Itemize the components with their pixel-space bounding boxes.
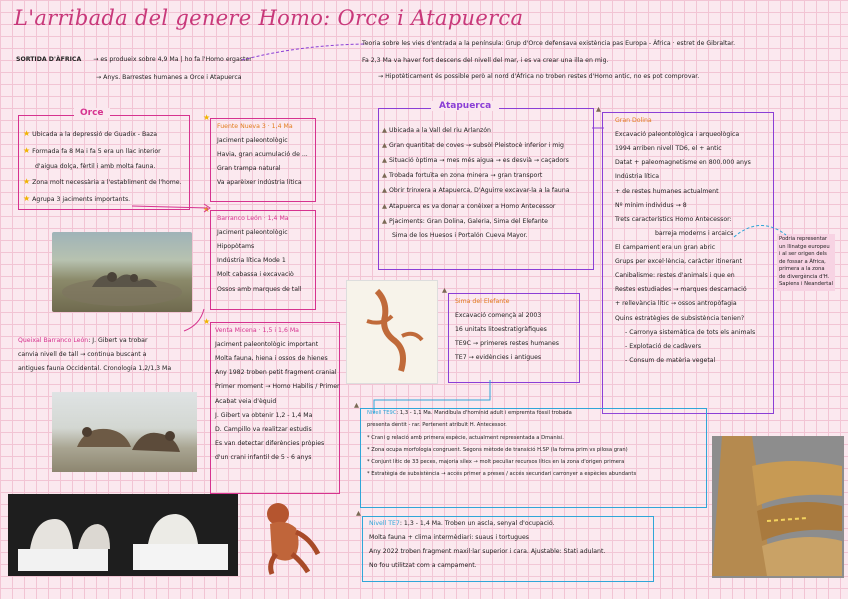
skull-fragment-art	[8, 494, 238, 576]
list-item: - Consum de matèria vegetal	[625, 356, 716, 364]
list-item: ★ Ubicada a la depressió de Guadix - Baza	[23, 129, 158, 138]
list-item: TE7 → evidències i antigues	[455, 354, 542, 362]
rock-icon: ▲	[354, 401, 359, 409]
rock-icon: ▲	[382, 126, 387, 134]
side-note-line: i al ser origen dels	[779, 251, 827, 258]
route-line3: → Hipotèticament és possible però al nord d'Àfrica no troben restes d'Homo antic, no es pot comprovar.	[378, 73, 700, 80]
side-note-line: Sapiens i Neandertal	[779, 281, 833, 288]
side-note-line: Podria representar	[779, 236, 828, 242]
cave-map-image	[346, 280, 438, 384]
list-item: ▲ Situació òptima → mes més aigua → es desvià → caçadors	[382, 156, 569, 165]
africa-section	[16, 55, 252, 65]
list-item: Indústria lítica Mode 1	[217, 257, 286, 265]
fuente-nueva-heading: Fuente Nueva 3 · 1,4 Ma	[217, 123, 293, 130]
venta-micena-box	[203, 317, 340, 494]
list-item: Trets característics Homo Antecessor:	[615, 215, 732, 223]
atapuerca-box	[378, 101, 594, 270]
te7-line: No fou utilitzat com a campament.	[369, 562, 477, 570]
te9c-heading: Nivell TE9C	[367, 410, 397, 416]
excavation-photo-art	[52, 232, 192, 312]
star-icon: ★	[203, 113, 211, 122]
list-item: ★ Zona molt necessària a l'establiment de l'home.	[23, 176, 182, 186]
list-item: ▲ Ubicada a la Vall del riu Arlanzón	[382, 126, 491, 134]
list-item: Acabat veia d'èquid	[215, 397, 277, 405]
rock-icon: ▲	[442, 286, 447, 294]
cave-map-art	[347, 281, 437, 383]
list-item: Any 1982 troben petit fragment cranial	[215, 369, 337, 377]
side-note-line: primera a la zona	[779, 266, 825, 273]
list-item: - Explotació de cadàvers	[625, 342, 702, 350]
list-item: ▲ Atapuerca es va donar a conèixer a Homo Antecessor	[382, 201, 556, 210]
list-item: Grups per excel·lència, caràcter itinerant	[615, 258, 743, 266]
list-item: ▲ Gran quantitat de coves → subsòl Pleistocè inferior i mig	[382, 141, 564, 150]
list-item: Quins estratègies de subsistència tenien?	[615, 314, 745, 322]
rock-icon: ▲	[382, 186, 387, 195]
page-title: L'arribada del genere Homo: Orce i Atapuerca	[14, 6, 524, 30]
list-item: El campament era un gran abric	[615, 243, 716, 251]
rock-icon: ▲	[382, 216, 387, 225]
list-item: + de restes humanes actualment	[615, 187, 719, 195]
excavation-photo	[52, 232, 192, 312]
side-note-arrow	[730, 215, 790, 245]
orce-box	[18, 108, 190, 210]
star-icon: ★	[23, 193, 31, 203]
route-line1: Teoria sobre les vies d'entrada a la península: Grup d'Orce defensava existència pas Europa - Àfrica · estret de Gibraltar.	[362, 40, 736, 47]
list-item: ▲ Obrir trinxera a Atapuerca, D'Aguirre excavar-la a la fauna	[382, 186, 570, 195]
sima-elefante-box	[442, 286, 580, 383]
list-item: + rellevància lític → ossos antropòfagia	[615, 300, 737, 308]
list-item: Ossos amb marques de tall	[217, 285, 302, 293]
list-item: Canibalisme: restes d'animals i que en	[615, 272, 735, 280]
star-icon: ★	[23, 129, 31, 138]
route-line2: Fa 2,3 Ma va haver fort descens del nivell del mar, i es va crear una illa en mig.	[362, 57, 609, 64]
te9c-line: * Crani g relació amb primera espècie, actualment representada a Dmanisi.	[367, 434, 564, 441]
rock-icon: ▲	[596, 105, 601, 113]
list-item: Excavació començà al 2003	[455, 312, 542, 320]
star-icon: ★	[203, 205, 211, 214]
barranco-leon-box	[203, 205, 316, 310]
list-item: Havia, gran acumulació de ...	[217, 151, 308, 159]
side-note-line: de divergència d'H.	[779, 273, 830, 280]
rock-icon: ▲	[382, 171, 387, 180]
list-item: Es van detectar diferències pròpies	[215, 439, 325, 447]
list-item: Jaciment paleontològic	[217, 137, 288, 145]
rock-icon: ▲	[382, 141, 387, 150]
stratigraphy-image	[712, 436, 844, 578]
te7-line: : 1,3 - 1,4 Ma. Troben un ascla, senyal d'ocupació.	[399, 520, 555, 527]
list-item: Va aparèixer indústria lítica	[217, 179, 302, 187]
atapuerca-heading: Atapuerca	[431, 101, 499, 111]
te7-line: Molta fauna + clima intermèdiari: suaus i tortugues	[369, 534, 529, 542]
africa-line1: → es produeix sobre 4,9 Ma | ho fa l'Homo ergaster	[93, 56, 252, 63]
list-item: Datat + paleomagnetisme en 800.000 anys	[615, 159, 751, 167]
hyena-photo-art	[52, 392, 197, 472]
te9c-line: * Zona ocupa morfologia congruent. Segons mètode de transició H.SP (la forma prim vs pilosa gran)	[367, 446, 628, 453]
barranco-note-line: canvia nivell de tall → continua buscant a	[18, 351, 147, 359]
side-note-line: un llinatge europeu	[779, 243, 830, 250]
list-item: Jaciment paleontològic	[217, 229, 288, 237]
africa-label: SORTIDA D'ÀFRICA	[16, 56, 82, 63]
list-item: Molta fauna, hiena i ossos de hienes	[215, 355, 328, 363]
list-item: d'aigua dolça, fèrtil i amb molta fauna.	[35, 162, 156, 170]
rock-icon: ▲	[382, 156, 387, 165]
gran-dolina-heading: Gran Dolina	[615, 117, 652, 124]
list-item: Molt cabassa i excavaciò	[217, 271, 294, 279]
list-item: ▲ Trobada fortuïta en zona minera → gran transport	[382, 171, 543, 180]
barranco-note-line: antigues fauna Occidental. Cronologia 1,2/1,3 Ma	[18, 365, 172, 373]
list-item: d'un crani infantil de 5 - 6 anys	[215, 453, 312, 461]
barranco-leon-heading: Barranco León · 1,4 Ma	[217, 215, 289, 222]
sima-elefante-heading: Sima del Elefante	[455, 298, 510, 305]
list-item: - Carronya sistemàtica de tots els animals	[625, 328, 756, 336]
skull-fragment-photo	[8, 494, 238, 576]
list-item: Sima de los Huesos i Portalón Cueva Mayor.	[392, 231, 528, 239]
star-icon: ★	[23, 176, 31, 186]
list-item: Nº mínim individus → 8	[615, 201, 687, 209]
side-note-line: de fossar a Àfrica,	[779, 258, 826, 265]
star-icon: ★	[203, 317, 211, 326]
list-item: 16 unitats litoestratigràfiques	[455, 326, 547, 334]
sima-to-levels-connector	[370, 378, 610, 418]
africa-line2: → Anys. Barrestes humanes a Orce i Atapuerca	[96, 74, 242, 81]
list-item: Jaciment paleontològic important	[215, 341, 319, 349]
stratigraphy-art	[712, 436, 844, 578]
venta-micena-heading: Venta Micena · 1,5 i 1,6 Ma	[215, 327, 299, 334]
list-item: ★ Formada fa 8 Ma i fa 5 era un llac interior	[23, 145, 161, 155]
te9c-box	[354, 401, 707, 508]
list-item: Indústria lítica	[615, 173, 660, 181]
barranco-note-heading: Queixal Barranco León	[18, 337, 89, 344]
te7-heading: Nivell TE7	[369, 520, 400, 527]
gran-dolina-box	[596, 105, 774, 414]
te7-box	[356, 509, 654, 582]
list-item: barreja moderns i arcaics	[655, 229, 734, 237]
list-item: Gran trampa natural	[217, 165, 281, 173]
list-item: Restes estudiades → marques descarnació	[615, 286, 747, 294]
te9c-line: * Estratègia de subsistència → accés primer a preses / accés secundari carronyer a espècies abundants	[367, 471, 637, 478]
list-item: D. Campillo va realitzar estudis	[215, 425, 312, 433]
homo-illustration	[248, 492, 336, 580]
list-item: Hipopòtams	[217, 243, 255, 251]
list-item: ★ Agrupa 3 jaciments importants.	[23, 193, 131, 203]
orce-heading: Orce	[74, 108, 110, 118]
fuente-nueva-box	[203, 113, 316, 202]
rock-icon: ▲	[356, 509, 361, 517]
star-icon: ★	[23, 145, 31, 155]
list-item: TE9C → primeres restes humanes	[455, 340, 559, 348]
list-item: ▲ Pjaciments: Gran Dolina, Galeria, Sima del Elefante	[382, 216, 548, 225]
homo-figure-art	[248, 492, 336, 580]
list-item: Primer moment → Homo Habilis / Primer	[215, 383, 340, 391]
barranco-note	[18, 336, 171, 378]
barranco-note-line: : J. Gibert va trobar	[88, 337, 148, 344]
list-item: Excavació paleontològica i arqueològica	[615, 131, 740, 139]
route-connector	[240, 40, 370, 65]
list-item: J. Gibert va obtenir 1,2 - 1,4 Ma	[215, 411, 313, 419]
te7-line: Any 2022 troben fragment maxil·lar superior i cara. Ajustable: Stati adulant.	[369, 548, 606, 556]
te9c-line: presenta dentit - rar. Pertenent atribuït H. Antecessor.	[367, 422, 507, 429]
list-item: 1994 arriben nivell TD6, el + antic	[615, 145, 722, 153]
rock-icon: ▲	[382, 201, 387, 210]
te9c-line: * Conjunt lític de 33 peces, majoria sílex → molt peculiar recursos lítics en la zona d'origen primera	[367, 459, 625, 466]
te9c-line: : 1,3 - 1,1 Ma. Mandíbula d'homínid adult i empremta fòssil trobada	[396, 410, 572, 416]
orce-connector-arrow	[130, 198, 215, 218]
hyena-photo	[52, 392, 197, 472]
